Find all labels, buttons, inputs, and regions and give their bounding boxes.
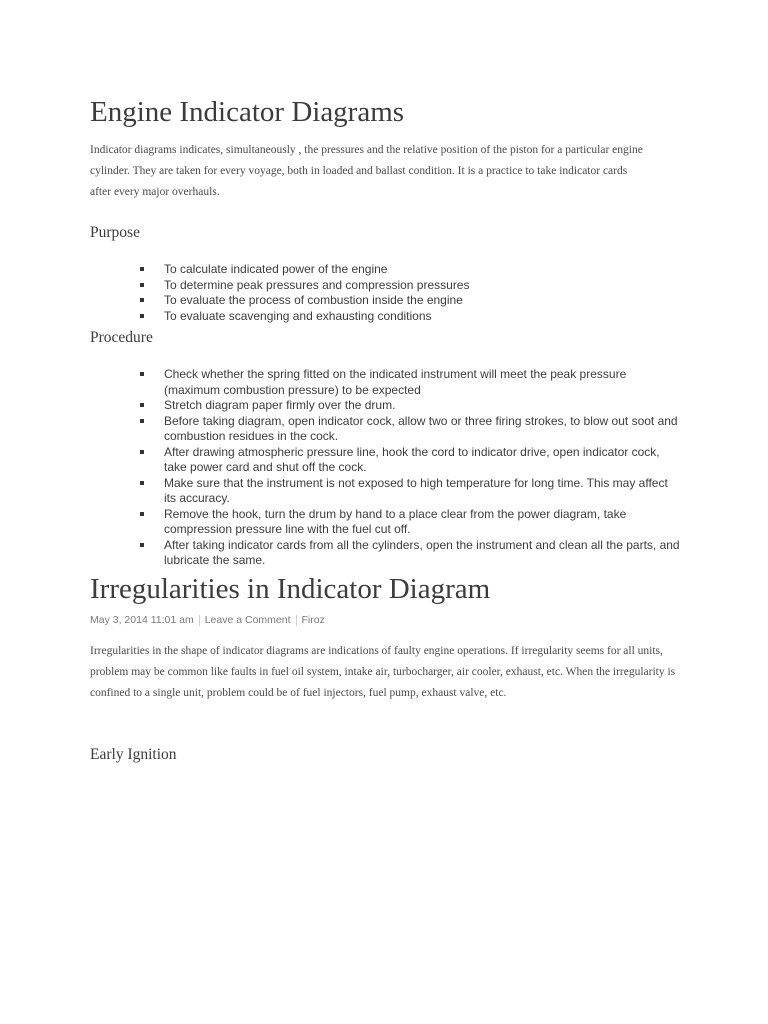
list-item-text: Make sure that the instrument is not exposed to high temperature for long time. This may affect its accuracy. bbox=[164, 475, 668, 505]
procedure-list bbox=[140, 367, 680, 569]
list-item-text: After drawing atmospheric pressure line, hook the cord to indicator drive, open indicator cock, take power card and shut off the cock. bbox=[164, 444, 660, 474]
post-meta bbox=[90, 614, 325, 626]
bullet-icon bbox=[140, 543, 144, 547]
list-item bbox=[140, 262, 680, 278]
list-item bbox=[140, 476, 680, 507]
bullet-icon bbox=[140, 419, 144, 423]
meta-divider bbox=[199, 615, 200, 626]
bullet-icon bbox=[140, 481, 144, 485]
list-item bbox=[140, 507, 680, 538]
list-item-text: Before taking diagram, open indicator cock, allow two or three firing strokes, to blow out soot and combustion residues in the cock. bbox=[164, 413, 678, 443]
list-item bbox=[140, 414, 680, 445]
list-item bbox=[140, 538, 680, 569]
bullet-icon bbox=[140, 372, 144, 376]
early-ignition-heading: Early Ignition bbox=[90, 746, 177, 763]
article-title: Engine Indicator Diagrams bbox=[90, 96, 405, 128]
list-item-text: To evaluate the process of combustion inside the engine bbox=[164, 293, 463, 307]
list-item-text: After taking indicator cards from all the cylinders, open the instrument and clean all the parts, and lubricate the same. bbox=[164, 537, 680, 567]
post-date: May 3, 2014 11:01 am bbox=[90, 614, 194, 626]
purpose-list bbox=[140, 262, 680, 324]
list-item bbox=[140, 398, 680, 414]
bullet-icon bbox=[140, 314, 144, 318]
list-item-text: Stretch diagram paper firmly over the drum. bbox=[164, 398, 396, 412]
list-item-text: Check whether the spring fitted on the indicated instrument will meet the peak pressure (maximum combustion pressure) to be expected bbox=[164, 367, 627, 397]
procedure-heading: Procedure bbox=[90, 329, 153, 346]
bullet-icon bbox=[140, 267, 144, 271]
bullet-icon bbox=[140, 403, 144, 407]
meta-divider bbox=[296, 615, 297, 626]
list-item-text: To evaluate scavenging and exhausting conditions bbox=[164, 308, 432, 323]
list-item-text: To determine peak pressures and compression pressures bbox=[164, 277, 470, 292]
list-item bbox=[140, 278, 680, 294]
list-item bbox=[140, 445, 680, 476]
list-item-text: Remove the hook, turn the drum by hand to a place clear from the power diagram, take compression pressure line with the fuel cut off. bbox=[164, 506, 627, 536]
intro-paragraph: Indicator diagrams indicates, simultaneously , the pressures and the relative position of the piston for a particular engine cylinder. They are taken for every voyage, both in loaded and ballast condition. It is a practice to take indicator cards after every major overhauls. bbox=[90, 144, 643, 198]
post-title: Irregularities in Indicator Diagram bbox=[90, 573, 491, 605]
bullet-icon bbox=[140, 512, 144, 516]
list-item bbox=[140, 367, 680, 398]
bullet-icon bbox=[140, 283, 144, 287]
leave-comment-link[interactable]: Leave a Comment bbox=[204, 614, 291, 626]
list-item bbox=[140, 293, 680, 309]
bullet-icon bbox=[140, 450, 144, 454]
list-item-text: To calculate indicated power of the engine bbox=[164, 262, 388, 276]
post-body: Irregularities in the shape of indicator diagrams are indications of faulty engine operations. If irregularity seems for all units, problem may be common like faults in fuel oil system, intake air, turbocharger, air cooler, exhaust, etc. When the irregularity is confined to a single unit, problem could be of fuel injectors, fuel pump, exhaust valve, etc. bbox=[90, 645, 676, 699]
list-item bbox=[140, 309, 680, 325]
post-author-link[interactable]: Firoz bbox=[301, 614, 325, 626]
bullet-icon bbox=[140, 298, 144, 302]
purpose-heading: Purpose bbox=[90, 224, 140, 241]
